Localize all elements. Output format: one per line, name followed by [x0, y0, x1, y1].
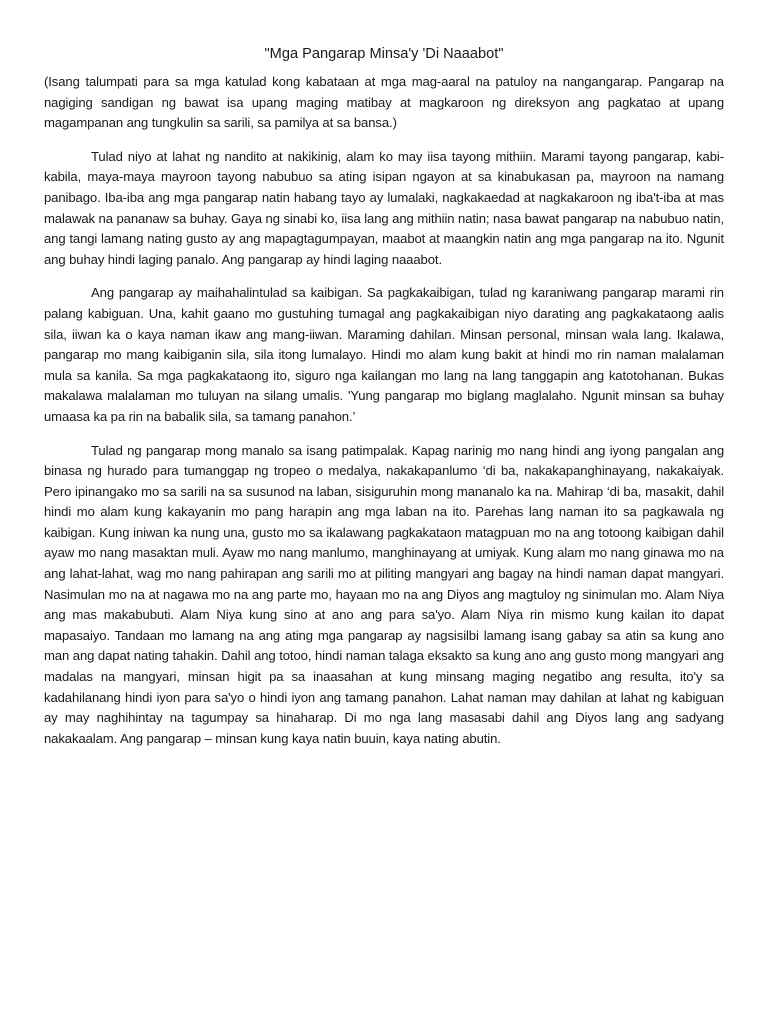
body-paragraph-3: Tulad ng pangarap mong manalo sa isang patimpalak. Kapag narinig mo nang hindi ang iyong pangalan ang binasa ng hurado para tumanggap ng tropeo o medalya, nakakapanlumo ‘di ba, nakakapanghinayang, nakakaiyak. Pero ipinangako mo sa sarili na sa susunod na laban, sisiguruhin mong mananalo ka na. Mahirap ‘di ba, masakit, dahil hindi mo alam kung kakayanin mo pang harapin ang mga laban na ito. Parehas lang naman ito sa pagkawala ng kaibigan. Kung iniwan ka nung una, gusto mo sa ikalawang pagkakataon matagpuan mo na ang totoong kaibigan dahil ayaw mo nang masaktan muli. Ayaw mo nang manlumo, manghinayang at umiyak. Kung alam mo nang ginawa mo na ang lahat-lahat, wag mo nang pahirapan ang sarili mo at piliting mangyari ang bagay na hindi naman dapat mangyari. Nasimulan mo na at nagawa mo na ang parte mo, hayaan mo na ang Diyos ang magtuloy ng sinimulan mo. Alam Niya ang mas makabubuti. Alam Niya kung sino at ano ang para sa'yo. Alam Niya rin mismo kung kailan ito dapat mapasaiyo. Tandaan mo lamang na ang ating mga pangarap ay nagsisilbi lamang isang gabay sa atin sa kung ano man ang dapat nating tahakin. Dahil ang totoo, hindi naman talaga eksakto sa kung ano ang gusto mong mangyari ang madalas na mangyari, minsan higit pa sa inaasahan at kung minsang maging negatibo ang resulta, ito'y sa kadahilanang hindi iyon para sa'yo o hindi iyon ang tamang panahon. Lahat naman may dahilan at lahat ng kabiguan ay may naghihintay na tagumpay sa hinaharap. Di mo nga lang masasabi dahil ang Diyos lang ang sadyang nakakaalam. Ang pangarap – minsan kung kaya natin buuin, kaya nating abutin. — [44, 442, 724, 746]
intro-paragraph: (Isang talumpati para sa mga katulad kong kabataan at mga mag-aaral na patuloy na nangangarap. Pangarap na nagiging sandigan ng bawat isa upang maging matibay at magkaroon ng direksyon ang pagkatao at upang magampanan ang tungkulin sa sarili, sa pamilya at sa bansa.) — [44, 74, 724, 131]
body-paragraph-1: Tulad niyo at lahat ng nandito at nakikinig, alam ko may iisa tayong mithiin. Marami tayong pangarap, kabi-kabila, maya-maya mayroon tayong nabubuo sa ating isipan ngayon at sa kinabukasan pa, mayroon na namang panibago. Iba-iba ang mga pangarap natin habang tayo ay lumalaki, nagkakaedad at nagkakaroon ng iba't-iba at mas malawak na pananaw sa buhay. Gaya ng sinabi ko, iisa lang ang mithiin natin; nasa bawat pangarap na nabubuo natin, ang tangi lamang nating gusto ay ang mapagtagumpayan, maabot at maangkin natin ang mga pangarap na ito. Ngunit ang buhay hindi laging panalo. Ang pangarap ay hindi laging naaabot. — [44, 148, 724, 267]
document-page — [44, 44, 724, 762]
document-title: "Mga Pangarap Minsa'y 'Di Naaabot" — [264, 46, 504, 62]
body-paragraph-2: Ang pangarap ay maihahalintulad sa kaibigan. Sa pagkakaibigan, tulad ng karaniwang pangarap marami rin palang kabiguan. Una, kahit gaano mo gustuhing tumagal ang pagkakaibigan niyo darating ang pagkakataong aalis sila, iiwan ka o kaya naman ikaw ang mang-iiwan. Maraming dahilan. Minsan personal, minsan wala lang. Ikalawa, pangarap mo mang kaibiganin sila, sila itong lumalayo. Hindi mo alam kung bakit at hindi mo rin naman malalaman mula sa kanila. Sa mga pagkakataong ito, siguro nga kailangan mo lang na lang tanggapin ang katotohanan. Bukas makalawa malalaman mo tuluyan na silang umalis. 'Yung pangarap mo biglang maglalaho. Ngunit minsan sa buhay umaasa ka pa rin na babalik sila, sa tamang panahon.’ — [44, 285, 724, 424]
